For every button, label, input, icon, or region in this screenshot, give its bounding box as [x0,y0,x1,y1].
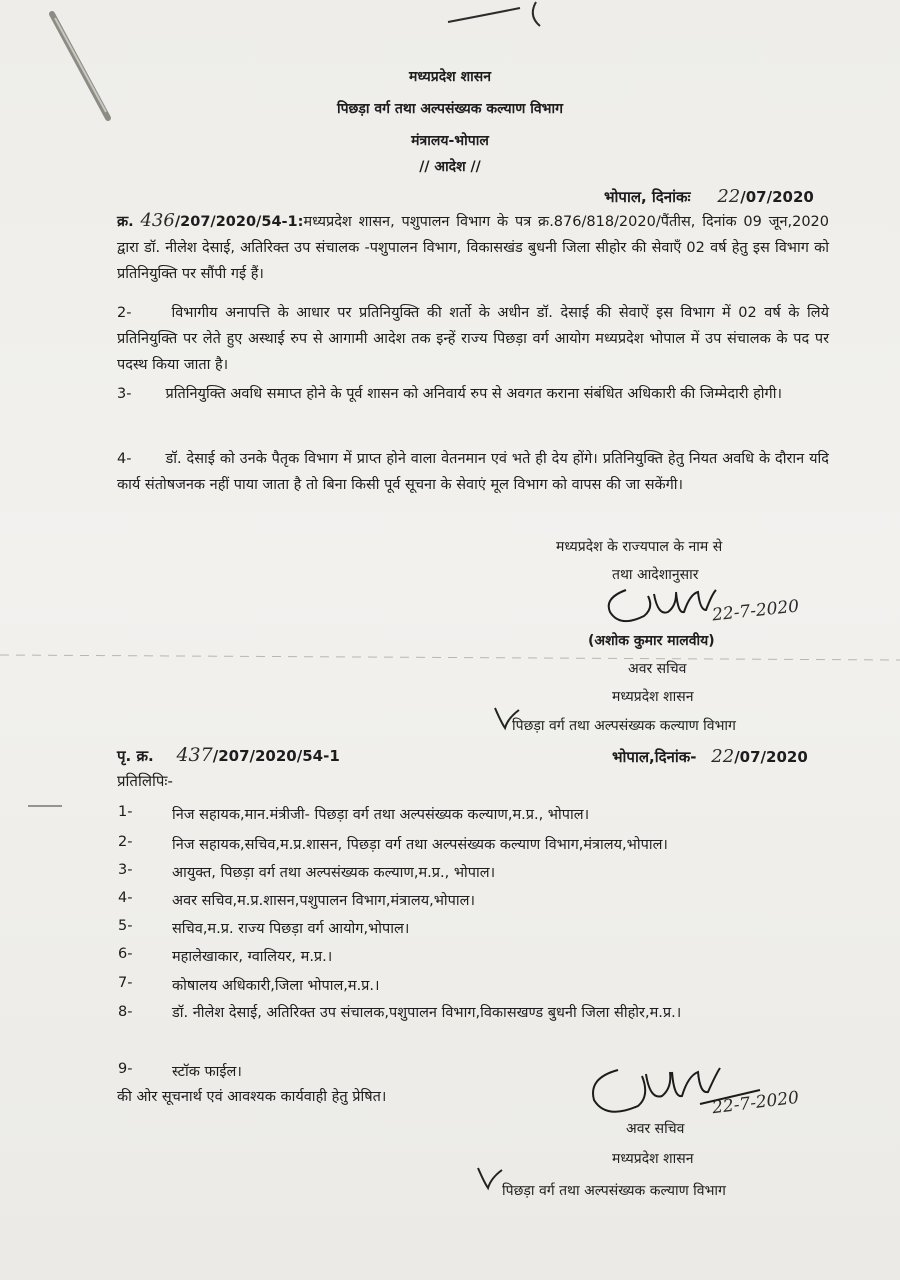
order-paragraph-1 [117,208,829,287]
signatory-designation-2: अवर सचिव [626,1121,685,1137]
signatory-dept-2: पिछड़ा वर्ग तथा अल्पसंख्यक कल्याण विभाग [502,1183,726,1199]
signatory-designation-1: अवर सचिव [628,661,687,677]
closing-line-2: तथा आदेशानुसार [612,567,699,583]
para3-number: 3- [117,386,132,402]
para4-number: 4- [117,451,132,467]
order-paragraph-4 [117,446,829,498]
recipient-number: 1- [118,804,133,820]
para3-text: प्रतिनियुक्ति अवधि समाप्त होने के पूर्व शासन को अनिवार्य रुप से अवगत कराना संबंधित अधिकारी की जिम्मेदारी होगी। [165,386,782,402]
copy-label: प्रतिलिपिः- [117,772,173,790]
recipient-number: 6- [118,946,133,962]
signature-scrawl-1 [609,590,716,621]
recipient-number: 2- [118,834,133,850]
recipient-text: निज सहायक,सचिव,म.प्र.शासन, पिछड़ा वर्ग तथा अल्पसंख्यक कल्याण विभाग,मंत्रालय,भोपाल। [172,837,668,853]
endorsement-date-printed: /07/2020 [734,748,808,766]
endorsement-ref-suffix: /207/2020/54-1 [212,747,340,765]
order-ref-suffix: /207/2020/54-1: [174,214,304,230]
recipient-number: 4- [118,890,133,906]
recipient-text: सचिव,म.प्र. राज्य पिछड़ा वर्ग आयोग,भोपाल। [172,921,410,937]
recipient-number: 3- [118,862,133,878]
signatory-name: (अशोक कुमार मालवीय) [588,633,715,649]
recipient-text: निज सहायक,मान.मंत्रीजी- पिछड़ा वर्ग तथा अल्पसंख्यक कल्याण,म.प्र., भोपाल। [172,807,590,823]
recipient-number: 5- [118,918,133,934]
endorsement-ref-handwritten: 437 [176,744,213,766]
endorsement-ref [117,746,340,765]
order-date-handwritten: 22 [717,186,741,207]
order-title: // आदेश // [419,159,481,175]
order-para1-text: मध्यप्रदेश शासन, पशुपालन विभाग के पत्र क्र.876/818/2020/पैंतीस, दिनांक 09 जून,2020 द्वारा डॉ. नीलेश देसाई, अतिरिक्त उप संचालक -पशुपालन विभाग, विकासखंड बुधनी जिला सीहोर की सेवाएँ 02 वर्ष हेतु इस विभाग को प्रतिनियुक्ति पर सौंपी गई हैं। [117,214,830,282]
recipient-number: 8- [118,1004,133,1020]
order-date-printed: /07/2020 [740,188,814,206]
endorsement-date [612,748,808,766]
order-date [604,188,814,206]
order-paragraph-3 [117,381,829,407]
closing-line-1: मध्यप्रदेश के राज्यपाल के नाम से [556,539,723,555]
para4-text: डॉ. देसाई को उनके पैतृक विभाग में प्राप्त होने वाला वेतनमान एवं भते ही देय होंगे। प्रतिनियुक्ति हेतु नियत अवधि के दौरान यदि कार्य संतोषजनक नहीं पाया जाता है तो बिना किसी पूर्व सूचना के सेवाएं मूल विभाग को वापस की जा सकेंगी। [117,451,829,493]
signatory-govt-2: मध्यप्रदेश शासन [612,1151,694,1167]
header-govt: मध्यप्रदेश शासन [409,69,491,85]
signature-date-2: 22-7-2020 [711,1087,801,1119]
recipient-text: आयुक्त, पिछड़ा वर्ग तथा अल्पसंख्यक कल्याण,म.प्र., भोपाल। [172,865,496,881]
recipient-text: स्टॉक फाईल। [172,1064,242,1080]
header-office: मंत्रालय-भोपाल [411,133,489,149]
order-date-label: भोपाल, दिनांकः [604,188,691,206]
recipient-text: महालेखाकार, ग्वालियर, म.प्र.। [172,949,333,965]
tick-mark-2 [478,1168,502,1188]
recipient-number: 9- [118,1061,133,1077]
endorsement-date-label: भोपाल,दिनांक- [612,748,697,766]
signatory-govt-1: मध्यप्रदेश शासन [612,689,694,705]
para2-text: विभागीय अनापत्ति के आधार पर प्रतिनियुक्ति की शर्तो के अधीन डॉ. देसाई की सेवाऐं इस विभाग में 02 वर्ष के लिये प्रतिनियुक्ति पर लेते हुए अस्थाई रुप से आगामी आदेश तक इन्हें राज्य पिछड़ा वर्ग आयोग मध्यप्रदेश भोपाल में उप संचालक के पद पर पदस्थ किया जाता है। [117,305,829,373]
recipient-text: कोषालय अधिकारी,जिला भोपाल,म.प्र.। [172,978,380,994]
top-scribble-mark [448,2,540,26]
endorsement-date-handwritten: 22 [711,746,735,767]
order-paragraph-2 [117,300,829,378]
recipient-text: अवर सचिव,म.प्र.शासन,पशुपालन विभाग,मंत्रालय,भोपाल। [172,893,475,909]
para2-number: 2- [117,305,132,321]
order-ref-handwritten: 436 [140,210,175,231]
header-department: पिछड़ा वर्ग तथा अल्पसंख्यक कल्याण विभाग [336,101,564,117]
fold-line [0,655,900,660]
order-ref-label: क्र. [117,214,134,230]
forward-note: की ओर सूचनार्थ एवं आवश्यक कार्यवाही हेतु प्रेषित। [117,1089,387,1105]
recipient-number: 7- [118,975,133,991]
recipient-text: डॉ. नीलेश देसाई, अतिरिक्त उप संचालक,पशुपालन विभाग,विकासखण्ड बुधनी जिला सीहोर,म.प्र.। [172,1005,682,1021]
endorsement-ref-label: पृ. क्र. [117,747,154,765]
signatory-dept-1: पिछड़ा वर्ग तथा अल्पसंख्यक कल्याण विभाग [512,718,736,734]
signature-date-1: 22-7-2020 [711,596,801,626]
